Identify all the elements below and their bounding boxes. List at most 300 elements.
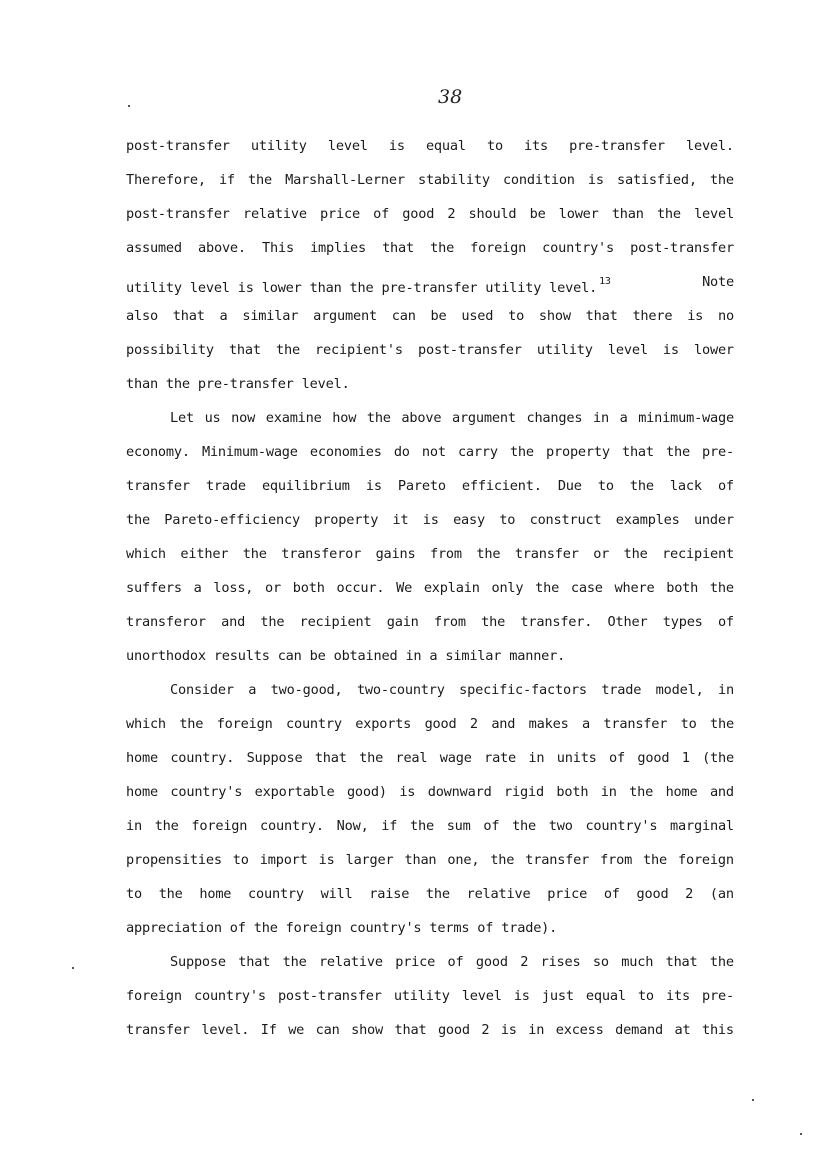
word: post-transfer	[417, 342, 522, 358]
word: should	[468, 206, 517, 222]
word: be	[529, 206, 546, 222]
word: is	[399, 784, 416, 800]
word: Pareto-efficiency	[164, 512, 300, 528]
word: that	[394, 1022, 427, 1038]
word: carry	[457, 444, 498, 460]
word: wage	[439, 750, 472, 766]
word: Let	[170, 410, 194, 426]
word: recipient	[662, 546, 734, 562]
word: country.	[260, 818, 324, 834]
text-line	[126, 440, 734, 474]
word: a	[193, 580, 202, 596]
word: price	[320, 206, 360, 222]
text-line: appreciation of the foreign country's terms of trade).	[126, 920, 558, 936]
word: foreign	[677, 852, 734, 868]
word: possibility	[126, 342, 214, 358]
word: be	[430, 308, 447, 324]
word: post-transfer	[277, 988, 382, 1004]
text-line	[126, 814, 734, 848]
word: pre-	[702, 988, 734, 1004]
text-line	[126, 168, 734, 202]
word: the	[366, 410, 391, 426]
word: lower	[558, 206, 599, 222]
word: will	[320, 886, 353, 902]
word: two-country	[356, 682, 445, 698]
word: country's	[585, 818, 658, 834]
text-line	[126, 406, 734, 440]
word: that	[382, 240, 414, 256]
word: 2	[469, 716, 478, 732]
word: gains	[375, 546, 416, 562]
word: trade	[601, 682, 642, 698]
text-line	[126, 1018, 734, 1052]
word: Consider	[170, 682, 234, 698]
word: country's	[193, 988, 266, 1004]
word: the	[275, 342, 300, 358]
word: level	[327, 138, 368, 154]
word: stability	[417, 172, 490, 188]
word: post-transfer	[630, 240, 734, 256]
word: we	[288, 1022, 305, 1038]
word: show	[538, 308, 571, 324]
word: price	[395, 954, 436, 970]
word: under	[693, 512, 734, 528]
word: efficient.	[461, 478, 542, 494]
word: transfer	[126, 478, 190, 494]
word: argument	[313, 308, 377, 324]
text-line	[126, 882, 734, 916]
word: the	[481, 614, 506, 630]
text-line: than the pre-transfer level.	[126, 376, 350, 392]
word: equal	[585, 988, 626, 1004]
word: recipient	[299, 614, 372, 630]
word: the	[629, 784, 654, 800]
word: either	[180, 546, 229, 562]
word: transfer	[514, 546, 579, 562]
word: construct	[529, 512, 602, 528]
word: recipient's	[315, 342, 403, 358]
word: import	[259, 852, 308, 868]
word: trade	[205, 478, 246, 494]
word: types	[662, 614, 703, 630]
word: is	[662, 342, 679, 358]
word: to	[126, 886, 142, 902]
word: minimum-wage	[638, 410, 734, 426]
page-number: 38	[438, 86, 463, 108]
word: in	[592, 410, 609, 426]
word: real	[395, 750, 428, 766]
word: to	[508, 308, 525, 324]
word: good	[475, 954, 508, 970]
word: rate	[484, 750, 517, 766]
word: in	[717, 682, 734, 698]
word: in	[126, 818, 142, 834]
word: of	[373, 206, 390, 222]
word: and	[491, 716, 516, 732]
word: how	[332, 410, 357, 426]
word: the	[359, 750, 384, 766]
word: post-transfer	[126, 138, 230, 154]
word: raise	[369, 886, 410, 902]
word: the	[430, 240, 455, 256]
word: that	[228, 342, 261, 358]
word: one,	[447, 852, 480, 868]
word: much	[621, 954, 654, 970]
word: than	[611, 206, 644, 222]
word: Minimum-wage	[201, 444, 298, 460]
word: only	[491, 580, 524, 596]
word: than	[404, 852, 437, 868]
word: level.	[685, 138, 734, 154]
word: equilibrium	[261, 478, 350, 494]
word: a	[582, 716, 590, 732]
word: of	[603, 886, 620, 902]
word: this	[701, 1022, 734, 1038]
word: is	[422, 512, 439, 528]
word: from	[600, 852, 633, 868]
text-line	[126, 508, 734, 542]
text-line	[126, 950, 734, 984]
text-line	[126, 542, 734, 576]
word: (the	[702, 750, 734, 766]
text-line	[126, 610, 734, 644]
word: good)	[346, 784, 387, 800]
word: is	[587, 172, 604, 188]
word: of	[447, 954, 464, 970]
word: there	[632, 308, 673, 324]
text-line	[126, 678, 734, 712]
text-line	[126, 304, 734, 338]
word: the	[476, 546, 501, 562]
word: where	[614, 580, 655, 596]
word: two-good,	[270, 682, 343, 698]
word: country	[248, 886, 304, 902]
word: demand	[615, 1022, 664, 1038]
word: both	[666, 580, 699, 596]
word: both	[292, 580, 325, 596]
text-line	[126, 984, 734, 1018]
text-line: unorthodox results can be obtained in a similar manner.	[126, 648, 566, 664]
word: good	[636, 886, 669, 902]
word: that	[665, 954, 698, 970]
word: transfer	[126, 1022, 190, 1038]
word: economy.	[126, 444, 190, 460]
word: the	[709, 580, 734, 596]
word: that	[621, 444, 654, 460]
word: or	[265, 580, 282, 596]
word: level	[461, 988, 502, 1004]
word: loss,	[213, 580, 254, 596]
word: Therefore,	[126, 172, 206, 188]
word: relative	[466, 886, 531, 902]
word: transferor	[281, 546, 362, 562]
word: is	[365, 478, 382, 494]
word: the	[158, 886, 183, 902]
word: 2	[520, 954, 529, 970]
word: the	[260, 614, 285, 630]
word: argument	[451, 410, 516, 426]
word: pre-	[702, 444, 734, 460]
word: at	[674, 1022, 691, 1038]
word: excess	[555, 1022, 604, 1038]
word: Other	[607, 614, 648, 630]
word: now	[231, 410, 256, 426]
word: economies	[309, 444, 382, 460]
word: to	[232, 852, 249, 868]
word: home	[665, 784, 698, 800]
word: level	[607, 342, 648, 358]
word: property	[546, 444, 610, 460]
word: not	[421, 444, 446, 460]
text-line	[126, 848, 734, 882]
word: of	[717, 614, 734, 630]
word: Suppose	[246, 750, 303, 766]
word: specific-factors	[459, 682, 587, 698]
word: to	[499, 512, 516, 528]
word: propensities	[126, 852, 222, 868]
word: If	[260, 1022, 277, 1038]
word: that	[585, 308, 618, 324]
word: it	[392, 512, 409, 528]
word: transferor	[126, 614, 206, 630]
word: examples	[615, 512, 680, 528]
word: explain	[423, 580, 480, 596]
word: Suppose	[170, 954, 226, 970]
word: the	[629, 478, 654, 494]
word: the	[126, 512, 150, 528]
word: from	[429, 546, 462, 562]
word: the	[509, 444, 534, 460]
word: occur.	[336, 580, 385, 596]
text-line	[126, 780, 734, 814]
word: two	[548, 818, 573, 834]
word: utility	[393, 988, 450, 1004]
text-line	[126, 338, 734, 372]
word: is	[388, 138, 405, 154]
word: the	[410, 818, 434, 834]
word: assumed	[126, 240, 182, 256]
word: of	[483, 818, 500, 834]
word: and	[221, 614, 246, 630]
word: utility	[250, 138, 307, 154]
word: similar	[242, 308, 299, 324]
text-fragment: Note	[702, 274, 734, 290]
word: in	[528, 1022, 545, 1038]
word: larger	[345, 852, 394, 868]
word: country's	[542, 240, 615, 256]
word: and	[709, 784, 734, 800]
word: pre-transfer	[569, 138, 665, 154]
word: a	[219, 308, 228, 324]
word: home	[199, 886, 232, 902]
word: Now,	[336, 818, 369, 834]
word: 1	[681, 750, 690, 766]
word: equal	[425, 138, 466, 154]
word: units	[556, 750, 597, 766]
word: its	[524, 138, 548, 154]
word: sum	[446, 818, 471, 834]
word: in	[600, 784, 617, 800]
word: transfer	[525, 852, 590, 868]
word: condition	[502, 172, 575, 188]
word: the	[535, 580, 560, 596]
word: exportable	[254, 784, 335, 800]
word: (an	[709, 886, 734, 902]
word: transfer.	[520, 614, 593, 630]
word: model,	[655, 682, 704, 698]
word: changes	[526, 410, 583, 426]
word: foreign	[126, 988, 182, 1004]
word: which	[126, 716, 166, 732]
word: 2	[481, 1022, 490, 1038]
word: Pareto	[397, 478, 446, 494]
scan-speck	[128, 105, 130, 107]
word: the	[242, 546, 267, 562]
text-line	[126, 576, 734, 610]
word: country.	[170, 750, 235, 766]
word: level.	[201, 1022, 250, 1038]
word: to	[486, 138, 503, 154]
word: good	[424, 716, 457, 732]
word: home	[126, 784, 158, 800]
word: foreign	[191, 818, 248, 834]
word: that	[172, 308, 205, 324]
word: gain	[386, 614, 419, 630]
text-line	[126, 134, 734, 168]
text-line	[126, 746, 734, 780]
word: above.	[198, 240, 246, 256]
word: suffers	[126, 580, 182, 596]
word: a	[248, 682, 257, 698]
word: no	[717, 308, 734, 324]
word: case	[570, 580, 603, 596]
word: relative	[242, 206, 307, 222]
word: the	[710, 716, 734, 732]
word: lack	[669, 478, 702, 494]
word: is	[513, 988, 530, 1004]
body-text	[126, 134, 734, 1052]
scan-speck	[800, 1133, 802, 1135]
word: if	[218, 172, 235, 188]
word: in	[528, 750, 545, 766]
word: is	[500, 1022, 517, 1038]
word: above	[401, 410, 442, 426]
word: of	[609, 750, 626, 766]
word: easy	[453, 512, 485, 528]
word: is	[318, 852, 335, 868]
word: country	[285, 716, 342, 732]
word: transfer	[603, 716, 668, 732]
word: the	[643, 852, 667, 868]
word: the	[666, 444, 690, 460]
word: level	[694, 206, 734, 222]
word: 2	[447, 206, 456, 222]
word: marginal	[670, 818, 734, 834]
word: can	[391, 308, 416, 324]
word: downward	[427, 784, 492, 800]
word: also	[126, 308, 158, 324]
word: good	[402, 206, 435, 222]
word: property	[314, 512, 379, 528]
word: implies	[310, 240, 366, 256]
word: post-transfer	[126, 206, 230, 222]
text-line	[126, 236, 734, 270]
text-line	[126, 202, 734, 236]
word: foreign	[470, 240, 527, 256]
word: relative	[318, 954, 383, 970]
word: to	[680, 716, 697, 732]
scan-speck	[72, 967, 74, 969]
word: or	[593, 546, 610, 562]
word: We	[396, 580, 413, 596]
word: of	[717, 478, 734, 494]
word: exports	[355, 716, 412, 732]
word: home	[126, 750, 158, 766]
word: that	[314, 750, 347, 766]
word: the	[656, 206, 681, 222]
word: the	[709, 172, 734, 188]
word: if	[381, 818, 398, 834]
word: Marshall-Lerner	[285, 172, 405, 188]
word: a	[619, 410, 628, 426]
word: that	[238, 954, 271, 970]
word: is	[687, 308, 704, 324]
word: utility	[536, 342, 593, 358]
word: the	[709, 954, 734, 970]
word: the	[179, 716, 204, 732]
word: to	[597, 478, 614, 494]
word: good	[437, 1022, 470, 1038]
word: examine	[265, 410, 322, 426]
word: lower	[694, 342, 734, 358]
word: so	[592, 954, 609, 970]
word: the	[512, 818, 537, 834]
text-line-with-footnote	[126, 270, 734, 304]
word: good	[637, 750, 670, 766]
word: which	[126, 546, 166, 562]
word: the	[490, 852, 515, 868]
word: price	[547, 886, 588, 902]
word: show	[351, 1022, 384, 1038]
word: satisfied,	[616, 172, 697, 188]
word: can	[315, 1022, 340, 1038]
word: do	[393, 444, 410, 460]
word: used	[461, 308, 494, 324]
word: country's	[170, 784, 243, 800]
word: rises	[540, 954, 581, 970]
text-line	[126, 474, 734, 508]
word: the	[248, 172, 272, 188]
word: just	[541, 988, 574, 1004]
word: makes	[528, 716, 569, 732]
word: Due	[557, 478, 582, 494]
word: the	[425, 886, 450, 902]
word: the	[282, 954, 307, 970]
word: rigid	[504, 784, 544, 800]
scan-speck	[752, 1099, 754, 1101]
word: 2	[685, 886, 694, 902]
word: the	[623, 546, 648, 562]
word: its	[666, 988, 690, 1004]
word: the	[154, 818, 179, 834]
word: to	[637, 988, 654, 1004]
text-fragment: utility level is lower than the pre-transfer utility level.	[126, 280, 598, 296]
word: us	[204, 410, 221, 426]
footnote-reference: 13	[599, 276, 611, 287]
word: This	[262, 240, 294, 256]
word: both	[556, 784, 589, 800]
word: foreign	[216, 716, 273, 732]
